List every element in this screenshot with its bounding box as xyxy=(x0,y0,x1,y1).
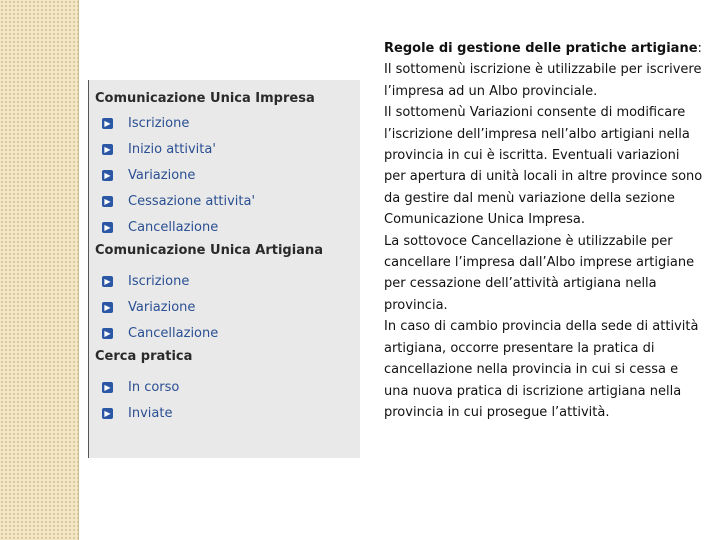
menu-item-label[interactable]: Variazione xyxy=(128,299,196,315)
section-title-cerca-pratica: Cerca pratica xyxy=(95,349,193,364)
menu-item-label[interactable]: In corso xyxy=(128,379,180,395)
arrow-right-icon: ▶ xyxy=(102,118,113,129)
menu-item-label[interactable]: Cancellazione xyxy=(128,325,219,341)
menu-item-label[interactable]: Inizio attivita' xyxy=(128,141,216,157)
arrow-right-icon: ▶ xyxy=(102,196,113,207)
menu-item-label[interactable]: Iscrizione xyxy=(128,115,190,131)
section-title-comunicazione-unica-artigiana: Comunicazione Unica Artigiana xyxy=(95,243,323,258)
arrow-right-icon: ▶ xyxy=(102,222,113,233)
menu-item-label[interactable]: Variazione xyxy=(128,167,196,183)
rules-paragraph-cancellazione: La sottovoce Cancellazione è utilizzabile per cancellare l’impresa dall’Albo imprese artigiane per cessazione dell’attività artigiana nella provincia. xyxy=(384,233,695,313)
menu-item-impresa-cancellazione[interactable] xyxy=(89,214,360,240)
arrow-right-icon: ▶ xyxy=(102,170,113,181)
menu-item-label[interactable]: Cancellazione xyxy=(128,219,219,235)
menu-item-pratica-inviate[interactable] xyxy=(89,400,360,426)
menu-item-impresa-variazione[interactable] xyxy=(89,162,360,188)
menu-item-artigiana-cancellazione[interactable] xyxy=(89,320,360,346)
arrow-right-icon: ▶ xyxy=(102,328,113,339)
menu-item-impresa-inizio-attivita[interactable] xyxy=(89,136,360,162)
rules-description xyxy=(384,38,704,423)
menu-item-impresa-iscrizione[interactable] xyxy=(89,110,360,136)
arrow-right-icon: ▶ xyxy=(102,144,113,155)
arrow-right-icon: ▶ xyxy=(102,408,113,419)
menu-item-pratica-in-corso[interactable] xyxy=(89,374,360,400)
section-title-comunicazione-unica-impresa: Comunicazione Unica Impresa xyxy=(95,91,315,106)
menu-item-label[interactable]: Inviate xyxy=(128,405,173,421)
menu-item-label[interactable]: Iscrizione xyxy=(128,273,190,289)
rules-paragraph-cambio-provincia: In caso di cambio provincia della sede di attività artigiana, occorre presentare la pratica di cancellazione nella provincia in cui si cessa e una nuova pratica di iscrizione artigiana nella provincia in cui prosegue l’attività. xyxy=(384,319,699,420)
menu-item-artigiana-variazione[interactable] xyxy=(89,294,360,320)
menu-item-label[interactable]: Cessazione attivita' xyxy=(128,193,256,209)
rules-title-colon: : xyxy=(697,41,702,56)
menu-item-impresa-cessazione-attivita[interactable] xyxy=(89,188,360,214)
rules-paragraph-iscrizione: Il sottomenù iscrizione è utilizzabile per iscrivere l’impresa ad un Albo provinciale. xyxy=(384,62,702,99)
rules-heading xyxy=(384,38,704,59)
menu-item-artigiana-iscrizione[interactable] xyxy=(89,268,360,294)
decorative-side-strip xyxy=(0,0,79,540)
navigation-menu xyxy=(88,80,360,458)
rules-title: Regole di gestione delle pratiche artigiane xyxy=(384,41,698,56)
arrow-right-icon: ▶ xyxy=(102,302,113,313)
arrow-right-icon: ▶ xyxy=(102,382,113,393)
rules-paragraph-variazioni: Il sottomenù Variazioni consente di modificare l’iscrizione dell’impresa nell’albo artigiani nella provincia in cui è iscritta. Eventuali variazioni per apertura di unità locali in altre province sono da gestire dal menù variazione della sezione Comunicazione Unica Impresa. xyxy=(384,105,703,228)
arrow-right-icon: ▶ xyxy=(102,276,113,287)
